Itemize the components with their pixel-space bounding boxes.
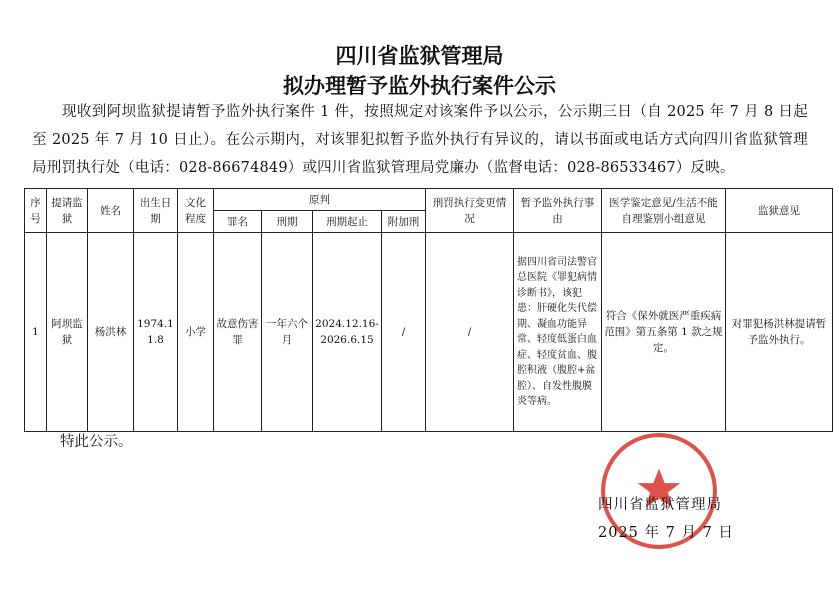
- header-sentence-group: 原判: [214, 189, 426, 211]
- header-penalty-change: 刑罚执行变更情况: [426, 189, 514, 233]
- cell-prison-opinion: 对罪犯杨洪林提请暂予监外执行。: [726, 233, 833, 432]
- header-term-range: 刑期起止: [313, 211, 382, 233]
- cell-crime: 故意伤害罪: [214, 233, 262, 432]
- header-additional: 附加刑: [382, 211, 426, 233]
- signature-organization: 四川省监狱管理局: [598, 497, 722, 513]
- header-education: 文化程度: [178, 189, 214, 233]
- header-term: 刑期: [262, 211, 313, 233]
- header-birth: 出生日期: [134, 189, 178, 233]
- cell-term-range: 2024.12.16-2026.6.15: [313, 233, 382, 432]
- cell-prison: 阿坝监狱: [47, 233, 88, 432]
- signature-date: 2025 年 7 月 7 日: [598, 525, 734, 541]
- table-header-row: [25, 189, 833, 211]
- header-crime: 罪名: [214, 211, 262, 233]
- cell-reason: 据四川省司法警官总医院《罪犯病情诊断书》，该犯患：肝硬化失代偿期、凝血功能异常、轻度低蛋白血症、轻度贫血、腹腔积液（腹腔+盆腔）、自发性腹膜炎等病。: [514, 233, 602, 432]
- document-title-org: 四川省监狱管理局: [335, 44, 504, 68]
- cell-education: 小学: [178, 233, 214, 432]
- table-row: [25, 233, 833, 432]
- header-prison-opinion: 监狱意见: [726, 189, 833, 233]
- document-title: 拟办理暂予监外执行案件公示: [283, 74, 556, 98]
- cell-term: 一年六个月: [262, 233, 313, 432]
- header-name: 姓名: [88, 189, 134, 233]
- cell-medical-opinion: 符合《保外就医严重疾病范围》第五条第 1 款之规定。: [602, 233, 726, 432]
- cell-name: 杨洪林: [88, 233, 134, 432]
- header-prison: 提请监狱: [47, 189, 88, 233]
- cell-seq: 1: [25, 233, 47, 432]
- header-reason: 暂予监外执行事由: [514, 189, 602, 233]
- cell-birth: 1974.11.8: [134, 233, 178, 432]
- intro-paragraph: 现收到阿坝监狱提请暂予监外执行案件 1 件，按照规定对该案件予以公示，公示期三日（自 2025 年 7 月 8 日起至 2025 年 7 月 10 日止）。在公示期内，对该罪犯拟暂予监外执行有异议的，请以书面或电话方式向四川省监狱管理局刑罚执行处（电话：028-86674849）或四川省监狱管理局党廉办（监督电话：028-86533467）反映。: [32, 104, 808, 176]
- cell-additional: /: [382, 233, 426, 432]
- header-medical-opinion: 医学鉴定意见/生活不能自理鉴别小组意见: [602, 189, 726, 233]
- cell-penalty-change: /: [426, 233, 514, 432]
- closing-note: 特此公示。: [60, 434, 133, 450]
- case-table: [24, 188, 833, 432]
- header-seq: 序号: [25, 189, 47, 233]
